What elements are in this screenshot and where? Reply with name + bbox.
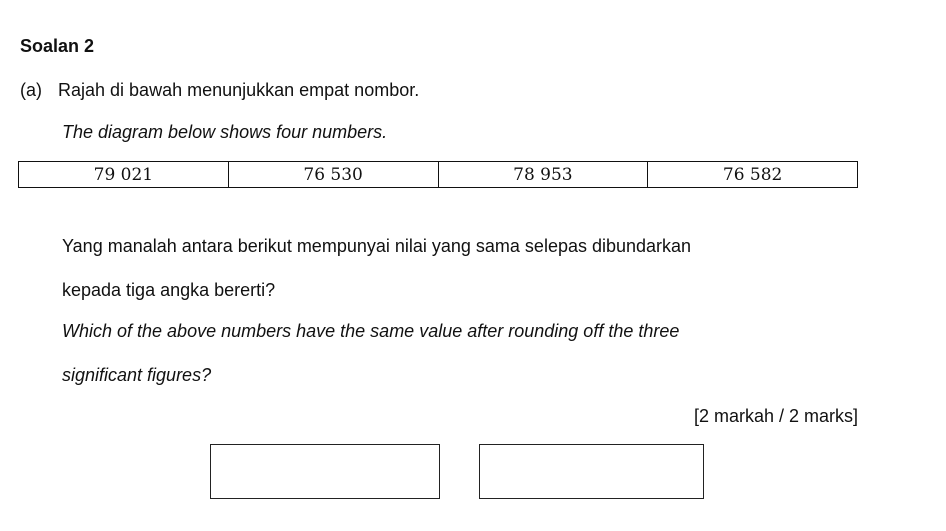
question-english-line-1: Which of the above numbers have the same value after rounding off the three [62, 321, 680, 341]
answer-box-1[interactable] [210, 444, 440, 499]
marks-label: [2 markah / 2 marks] [693, 406, 858, 426]
part-text-malay: Rajah di bawah menunjukkan empat nombor. [58, 80, 420, 100]
question-malay-line-2: kepada tiga angka bererti? [62, 280, 276, 300]
number-cell: 76 530 [229, 162, 439, 187]
question-malay-line-1: Yang manalah antara berikut mempunyai nilai yang sama selepas dibundarkan [62, 236, 692, 256]
question-title: Soalan 2 [20, 36, 95, 56]
number-cell: 78 953 [439, 162, 649, 187]
answer-box-2[interactable] [479, 444, 704, 499]
number-cell: 76 582 [722, 164, 783, 185]
number-cell: 79 021 [19, 162, 229, 187]
part-text-english: The diagram below shows four numbers. [62, 122, 388, 142]
part-label: (a) [20, 80, 42, 100]
question-english-line-2: significant figures? [62, 365, 212, 385]
numbers-table [18, 161, 858, 188]
